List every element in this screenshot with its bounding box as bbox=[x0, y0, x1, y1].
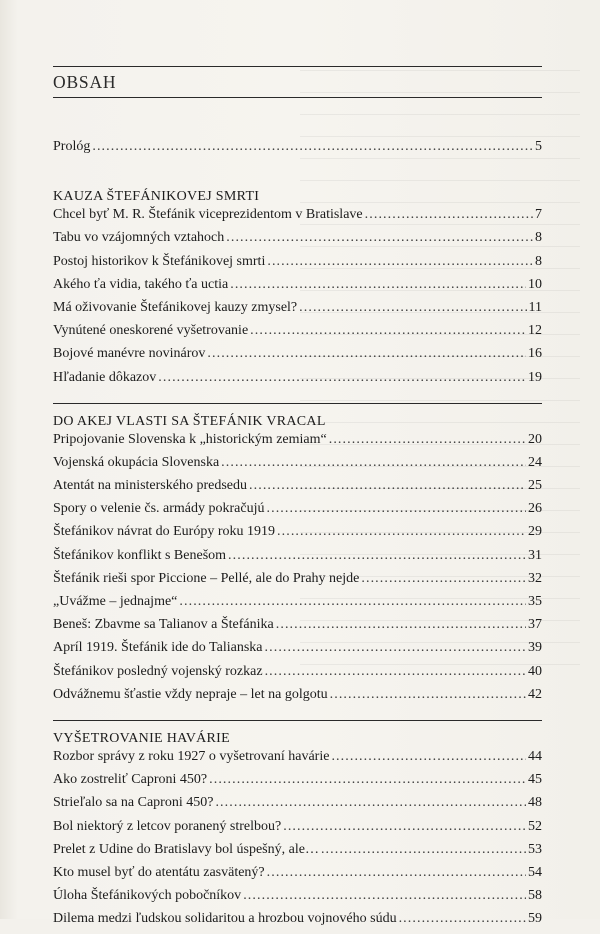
entry-title: Ako zostreliť Caproni 450? bbox=[53, 772, 208, 788]
dot-leader bbox=[330, 687, 526, 703]
toc-entry bbox=[53, 524, 542, 547]
entry-title: Štefánik rieši spor Piccione – Pellé, ale do Prahy nejde bbox=[53, 570, 360, 586]
toc-entry bbox=[53, 478, 542, 501]
entry-page: 42 bbox=[528, 686, 542, 702]
toc-entry bbox=[53, 370, 542, 393]
dot-leader bbox=[267, 254, 533, 270]
entry-page: 8 bbox=[535, 230, 542, 246]
entry-title: Štefánikov posledný vojenský rozkaz bbox=[53, 663, 263, 679]
entry-page: 45 bbox=[528, 772, 542, 788]
entry-page: 11 bbox=[528, 299, 542, 315]
dot-leader bbox=[226, 230, 533, 246]
dot-leader bbox=[228, 548, 526, 564]
toc-entry bbox=[53, 346, 542, 369]
dot-leader bbox=[265, 664, 526, 680]
dot-leader bbox=[243, 888, 526, 904]
toc-entry bbox=[53, 865, 542, 888]
toc-entry bbox=[53, 230, 542, 253]
section-heading: DO AKEJ VLASTI SA ŠTEFÁNIK VRACAL bbox=[53, 403, 542, 432]
entry-title: Tabu vo vzájomných vztahoch bbox=[53, 230, 225, 246]
entry-page: 39 bbox=[528, 640, 542, 656]
section-heading: VYŠETROVANIE HAVÁRIE bbox=[53, 720, 542, 749]
entry-page: 52 bbox=[528, 818, 542, 834]
toc-entry bbox=[53, 548, 542, 571]
toc-header bbox=[53, 66, 542, 98]
entry-page: 32 bbox=[528, 570, 542, 586]
entry-title: Prelet z Udine do Bratislavy bol úspešný, ale… bbox=[53, 841, 319, 857]
dot-leader bbox=[215, 795, 526, 811]
entry-title: Úloha Štefánikových pobočníkov bbox=[53, 888, 242, 904]
entry-title: Strieľalo sa na Caproni 450? bbox=[53, 795, 214, 811]
entry-page: 59 bbox=[528, 911, 542, 927]
entry-title: Vynútené oneskorené vyšetrovanie bbox=[53, 323, 249, 339]
dot-leader bbox=[321, 842, 526, 858]
toc-entry bbox=[53, 501, 542, 524]
toc-entry bbox=[53, 819, 542, 842]
toc-entry bbox=[53, 432, 542, 455]
dot-leader bbox=[331, 749, 526, 765]
entry-title: Atentát na ministerského predsedu bbox=[53, 478, 248, 494]
toc-entry bbox=[53, 795, 542, 818]
dot-leader bbox=[299, 300, 526, 316]
entry-title: „Uvážme – jednajme“ bbox=[53, 594, 178, 609]
entry-title: Bol niektorý z letcov poranený strelbou? bbox=[53, 818, 282, 834]
toc-entry bbox=[53, 254, 542, 277]
dot-leader bbox=[277, 524, 526, 540]
entry-page: 16 bbox=[528, 346, 542, 362]
entry-title: Apríl 1919. Štefánik ide do Talianska bbox=[53, 640, 263, 656]
toc-entry bbox=[53, 455, 542, 478]
dot-leader bbox=[209, 772, 526, 788]
dot-leader bbox=[365, 207, 533, 223]
dot-leader bbox=[250, 323, 526, 339]
dot-leader bbox=[249, 478, 526, 494]
toc-entry bbox=[53, 323, 542, 346]
toc-entry bbox=[53, 911, 542, 934]
entry-page: 37 bbox=[528, 617, 542, 633]
entry-page: 40 bbox=[528, 663, 542, 679]
entry-page: 10 bbox=[528, 276, 542, 292]
entry-page: 5 bbox=[535, 139, 542, 154]
entry-title: Štefánikov konflikt s Benešom bbox=[53, 547, 227, 563]
entry-title: Pripojovanie Slovenska k „historickým zemiam“ bbox=[53, 431, 327, 447]
toc-entry-prolog bbox=[53, 139, 542, 162]
table-of-contents bbox=[53, 66, 542, 934]
entry-page: 26 bbox=[528, 501, 542, 517]
entry-title: Odvážnemu šťastie vždy nepraje – let na golgotu bbox=[53, 686, 328, 702]
toc-entry bbox=[53, 772, 542, 795]
toc-entry bbox=[53, 640, 542, 663]
entry-page: 8 bbox=[535, 253, 542, 269]
entry-title: Akého ťa vidia, takého ťa uctia bbox=[53, 276, 229, 292]
dot-leader bbox=[221, 455, 526, 471]
entry-page: 7 bbox=[535, 207, 542, 223]
toc-entry bbox=[53, 842, 542, 865]
entry-title: Štefánikov návrat do Európy roku 1919 bbox=[53, 524, 276, 540]
toc-entry bbox=[53, 594, 542, 617]
entry-page: 12 bbox=[528, 323, 542, 339]
toc-entry bbox=[53, 617, 542, 640]
entry-page: 58 bbox=[528, 888, 542, 904]
dot-leader bbox=[329, 432, 526, 448]
entry-page: 31 bbox=[528, 547, 542, 563]
dot-leader bbox=[179, 594, 526, 610]
entry-page: 48 bbox=[528, 795, 542, 811]
dot-leader bbox=[399, 911, 526, 927]
entry-title: Rozbor správy z roku 1927 o vyšetrovaní havárie bbox=[53, 748, 330, 764]
entry-title: Beneš: Zbavme sa Talianov a Štefánika bbox=[53, 617, 274, 633]
entry-page: 19 bbox=[528, 369, 542, 385]
entry-title: Dilema medzi ľudskou solidaritou a hrozbou vojnového súdu bbox=[53, 911, 397, 927]
entry-title: Spory o velenie čs. armády pokračujú bbox=[53, 501, 265, 517]
dot-leader bbox=[361, 571, 526, 587]
dot-leader bbox=[230, 277, 526, 293]
entry-title: Má oživovanie Štefánikovej kauzy zmysel? bbox=[53, 299, 298, 315]
entry-title: Vojenská okupácia Slovenska bbox=[53, 454, 220, 470]
entry-page: 29 bbox=[528, 524, 542, 540]
entry-title: Bojové manévre novinárov bbox=[53, 346, 206, 362]
toc-entry bbox=[53, 687, 542, 710]
toc-entry bbox=[53, 571, 542, 594]
dot-leader bbox=[92, 139, 533, 155]
entry-page: 25 bbox=[528, 478, 542, 494]
toc-sections bbox=[53, 179, 542, 934]
toc-entry bbox=[53, 749, 542, 772]
entry-page: 20 bbox=[528, 431, 542, 447]
dot-leader bbox=[207, 346, 526, 362]
entry-title: Hľadanie dôkazov bbox=[53, 369, 157, 385]
dot-leader bbox=[265, 640, 526, 656]
entry-page: 24 bbox=[528, 454, 542, 470]
toc-entry bbox=[53, 664, 542, 687]
toc-entry bbox=[53, 300, 542, 323]
toc-entry bbox=[53, 207, 542, 230]
toc-entry bbox=[53, 277, 542, 300]
entry-page: 35 bbox=[528, 594, 542, 609]
entry-page: 44 bbox=[528, 748, 542, 764]
section-heading: KAUZA ŠTEFÁNIKOVEJ SMRTI bbox=[53, 189, 260, 205]
entry-title: Postoj historikov k Štefánikovej smrti bbox=[53, 253, 266, 269]
entry-title: Chcel byť M. R. Štefánik viceprezidentom v Bratislave bbox=[53, 207, 363, 223]
entry-page: 53 bbox=[528, 841, 542, 857]
dot-leader bbox=[283, 819, 526, 835]
toc-entry bbox=[53, 888, 542, 911]
dot-leader bbox=[158, 370, 526, 386]
dot-leader bbox=[267, 501, 527, 517]
entry-page: 54 bbox=[528, 864, 542, 880]
entry-title: Kto musel byť do atentátu zasvätený? bbox=[53, 864, 265, 880]
toc-title: OBSAH bbox=[53, 72, 117, 92]
dot-leader bbox=[276, 617, 526, 633]
entry-title: Prológ bbox=[53, 139, 91, 154]
dot-leader bbox=[267, 865, 526, 881]
